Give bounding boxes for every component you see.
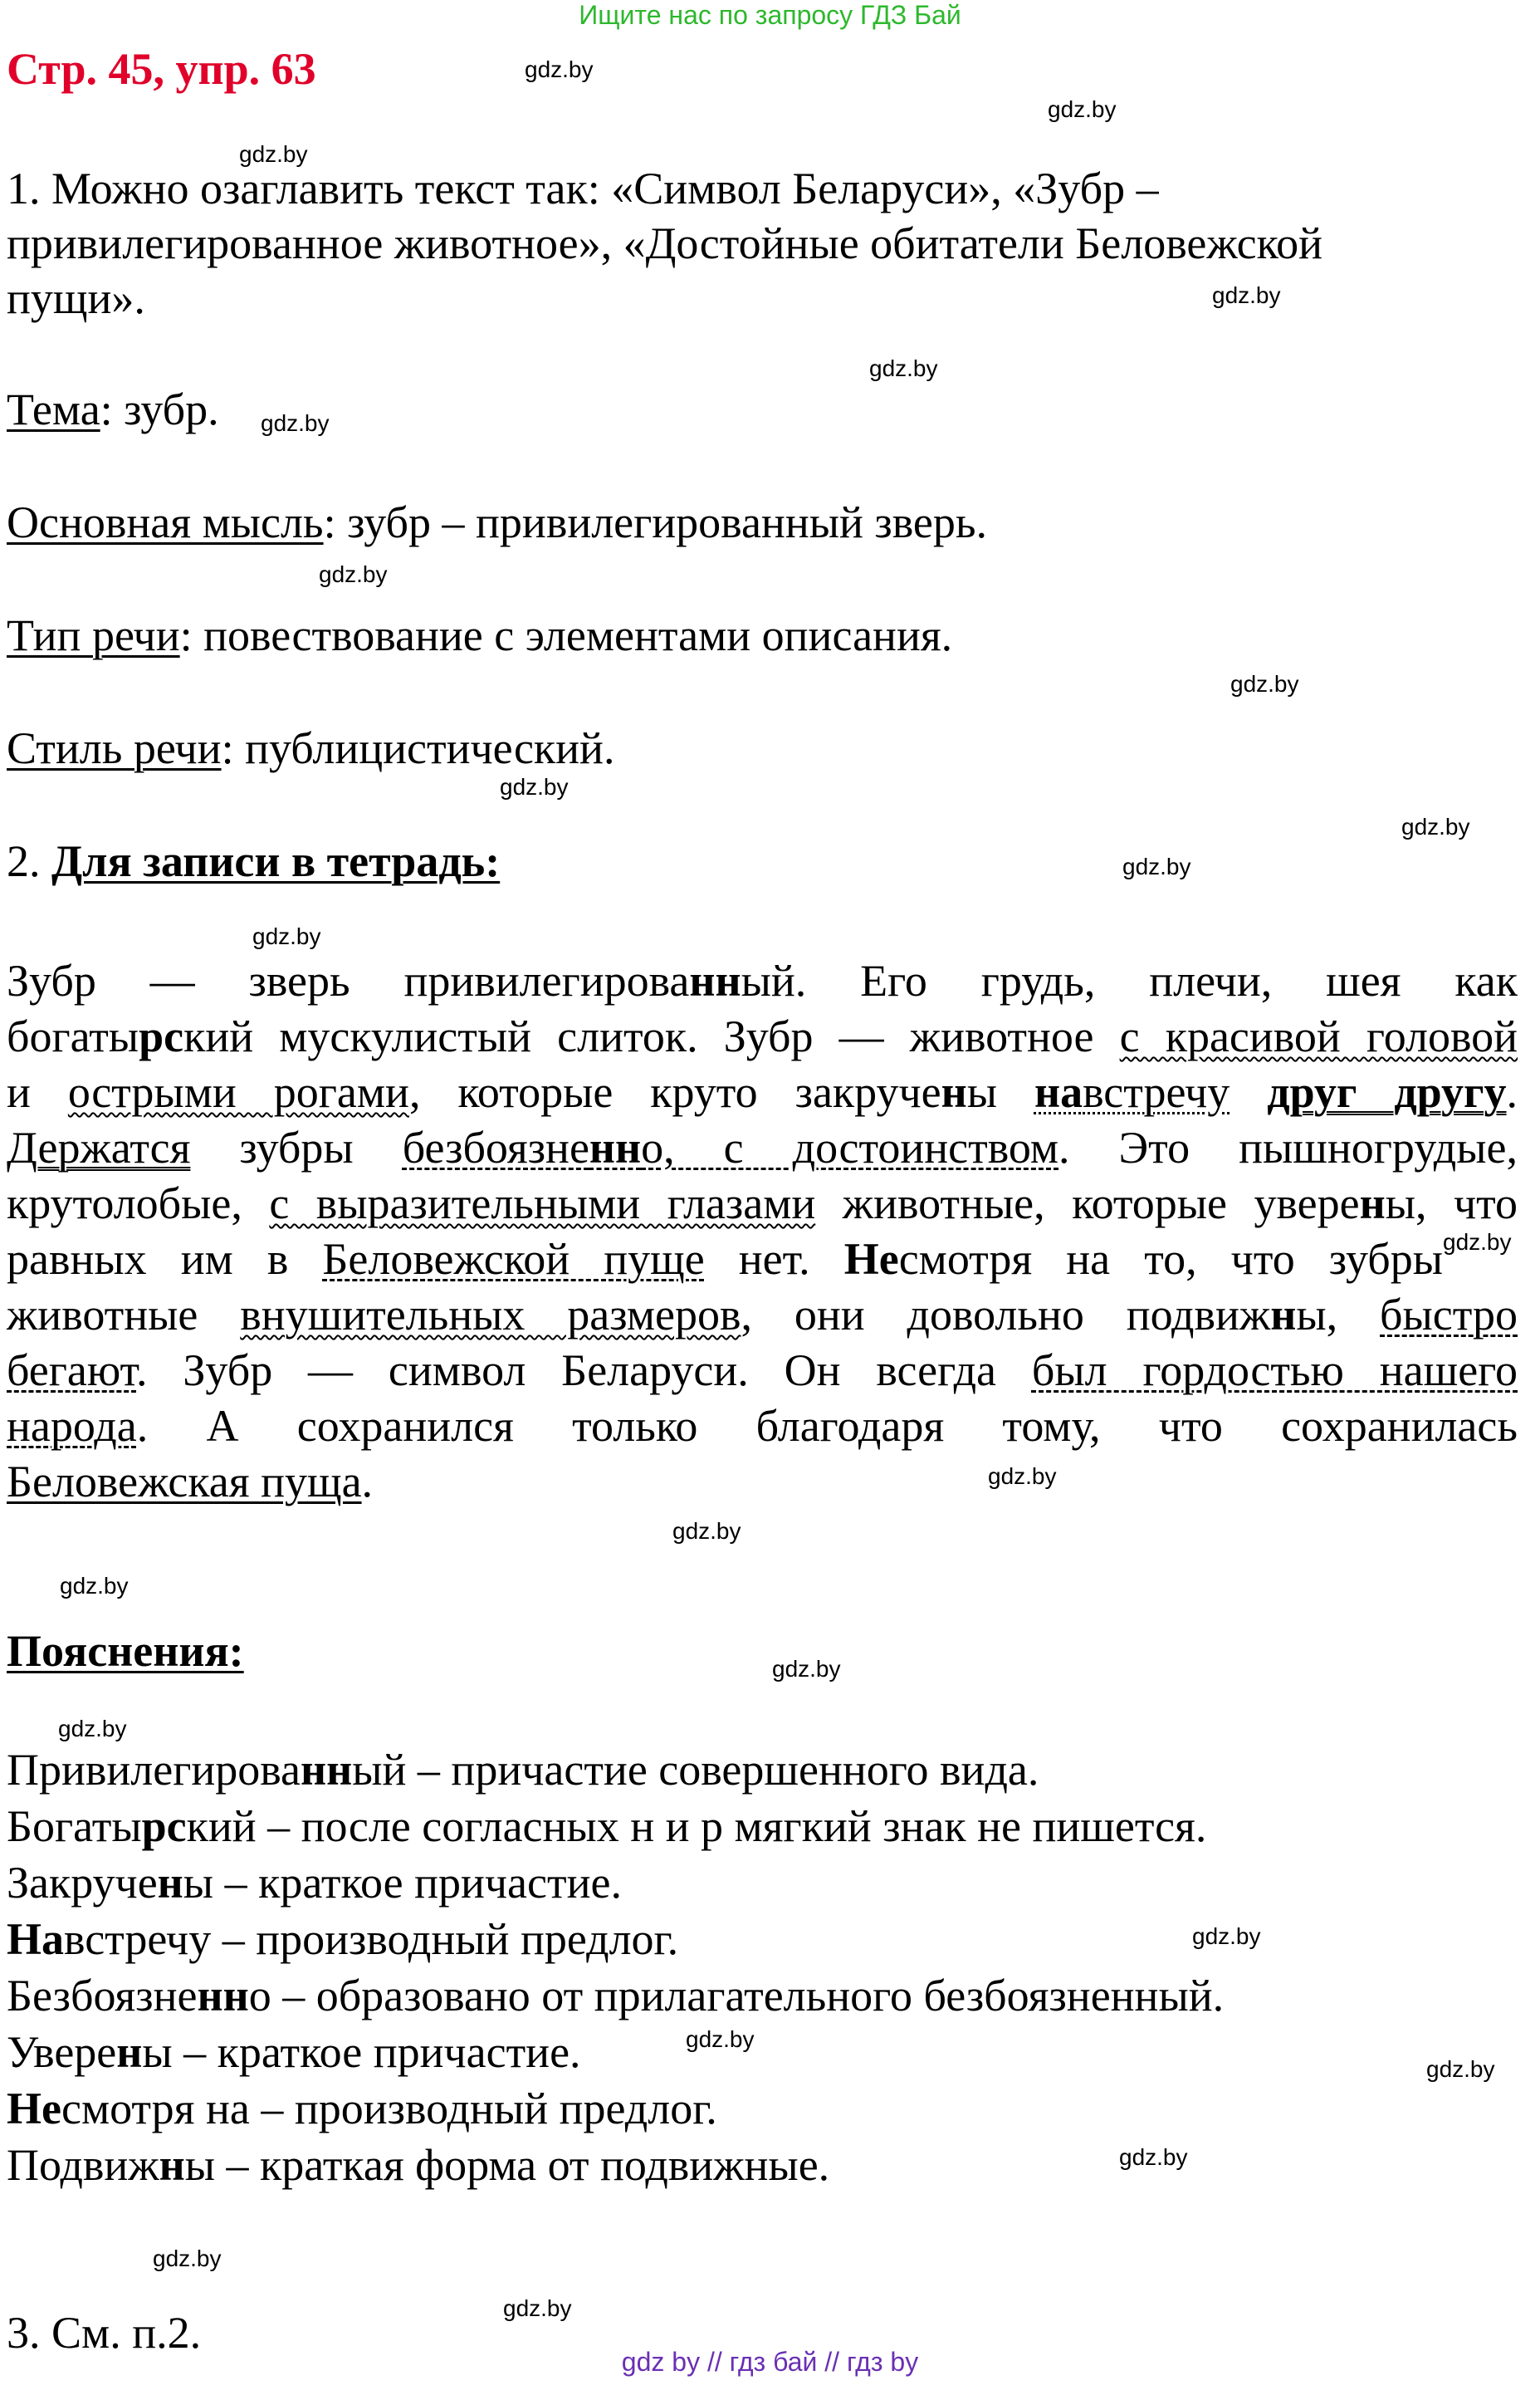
dictation-line: Беловежская пуща.: [7, 1457, 374, 1506]
dictation-line: крутолобые, с выразительными глазами животные, которые уверены, что: [7, 1178, 1518, 1228]
speech-style-text: : публицистический.: [221, 723, 615, 773]
dictation-line: Зубр — зверь привилегированный. Его грудь, плечи, шея как: [7, 956, 1518, 1006]
watermark: gdz.by: [58, 1716, 127, 1741]
watermark: gdz.by: [503, 2295, 572, 2321]
dictation-line: богатырский мускулистый слиток. Зубр — животное с красивой головой: [7, 1011, 1518, 1061]
speech-style-label: Стиль речи: [7, 723, 222, 773]
section-2-label: Для записи в тетрадь:: [51, 836, 501, 886]
watermark: gdz.by: [1192, 1923, 1261, 1949]
watermark: gdz.by: [239, 141, 308, 167]
watermark: gdz.by: [1426, 2056, 1495, 2082]
watermark: gdz.by: [261, 410, 330, 436]
watermark: gdz.by: [869, 355, 938, 381]
watermark: gdz.by: [988, 1463, 1057, 1489]
watermark: gdz.by: [153, 2246, 222, 2271]
topic-line: [7, 382, 219, 437]
answer-1-line: привилегированное животное», «Достойные обитатели Беловежской: [7, 218, 1323, 268]
watermark: gdz.by: [1122, 854, 1191, 879]
watermark: gdz.by: [1212, 282, 1281, 308]
explanation-line: Подвижны – краткая форма от подвижные.: [7, 2140, 830, 2190]
watermark: gdz.by: [686, 2026, 755, 2052]
topic-text: : зубр.: [100, 384, 219, 434]
topic-label: Тема: [7, 384, 100, 434]
section-2-number: 2.: [7, 836, 51, 886]
section-2-heading: [7, 834, 500, 889]
speech-type-text: : повествование с элементами описания.: [179, 610, 953, 660]
explanation-line: Несмотря на – производный предлог.: [7, 2084, 717, 2133]
main-idea-text: : зубр – привилегированный зверь.: [323, 497, 988, 547]
explanation-line: Закручены – краткое причастие.: [7, 1858, 622, 1908]
watermark: gdz.by: [1230, 671, 1299, 697]
answer-1-line: 1. Можно озаглавить текст так: «Символ Беларуси», «Зубр –: [7, 164, 1159, 213]
watermark: gdz.by: [1443, 1229, 1512, 1255]
answer-3: 3. См. п.2.: [7, 2308, 202, 2358]
watermark: gdz.by: [60, 1573, 129, 1599]
watermark: gdz.by: [772, 1656, 841, 1682]
speech-style-line: [7, 721, 614, 776]
watermark: gdz.by: [252, 923, 321, 949]
dictation-line: бегают. Зубр — символ Беларуси. Он всегда был гордостью нашего: [7, 1345, 1518, 1395]
page-title: Стр. 45, упр. 63: [7, 44, 316, 94]
watermark: gdz.by: [1048, 96, 1117, 122]
dictation-line: животные внушительных размеров, они довольно подвижны, быстро: [7, 1290, 1518, 1340]
watermark: gdz.by: [672, 1518, 741, 1544]
speech-type-line: [7, 608, 952, 663]
speech-type-label: Тип речи: [7, 610, 180, 660]
dictation-line: Держатся зубры безбоязненно, с достоинством. Это пышногрудые,: [7, 1123, 1518, 1173]
watermark: gdz.by: [525, 56, 594, 82]
top-banner[interactable]: Ищите нас по запросу ГДЗ Бай: [579, 0, 961, 30]
dictation-line: народа. А сохранился только благодаря тому, что сохранилась: [7, 1401, 1518, 1451]
watermark: gdz.by: [1401, 814, 1470, 840]
main-idea-line: [7, 495, 987, 550]
explanation-line: Уверены – краткое причастие.: [7, 2027, 581, 2077]
explanation-line: Богатырский – после согласных н и р мягкий знак не пишется.: [7, 1801, 1207, 1851]
dictation-line: и острыми рогами, которые круто закручены навстречу друг другу.: [7, 1067, 1518, 1117]
dictation-line: равных им в Беловежской пуще нет. Несмотря на то, что зубры: [7, 1234, 1444, 1284]
watermark: gdz.by: [319, 561, 388, 587]
watermark: gdz.by: [1119, 2144, 1188, 2170]
explanation-line: Безбоязненно – образовано от прилагательного безбоязненный.: [7, 1971, 1225, 2020]
explanation-line: Привилегированный – причастие совершенного вида.: [7, 1745, 1039, 1795]
bottom-banner[interactable]: gdz by // гдз бай // гдз by: [621, 2347, 919, 2377]
answer-1-line: пущи».: [7, 273, 145, 323]
explanations-heading: Пояснения:: [7, 1626, 244, 1676]
main-idea-label: Основная мысль: [7, 497, 324, 547]
watermark: gdz.by: [500, 774, 569, 800]
explanation-line: Навстречу – производный предлог.: [7, 1914, 679, 1964]
